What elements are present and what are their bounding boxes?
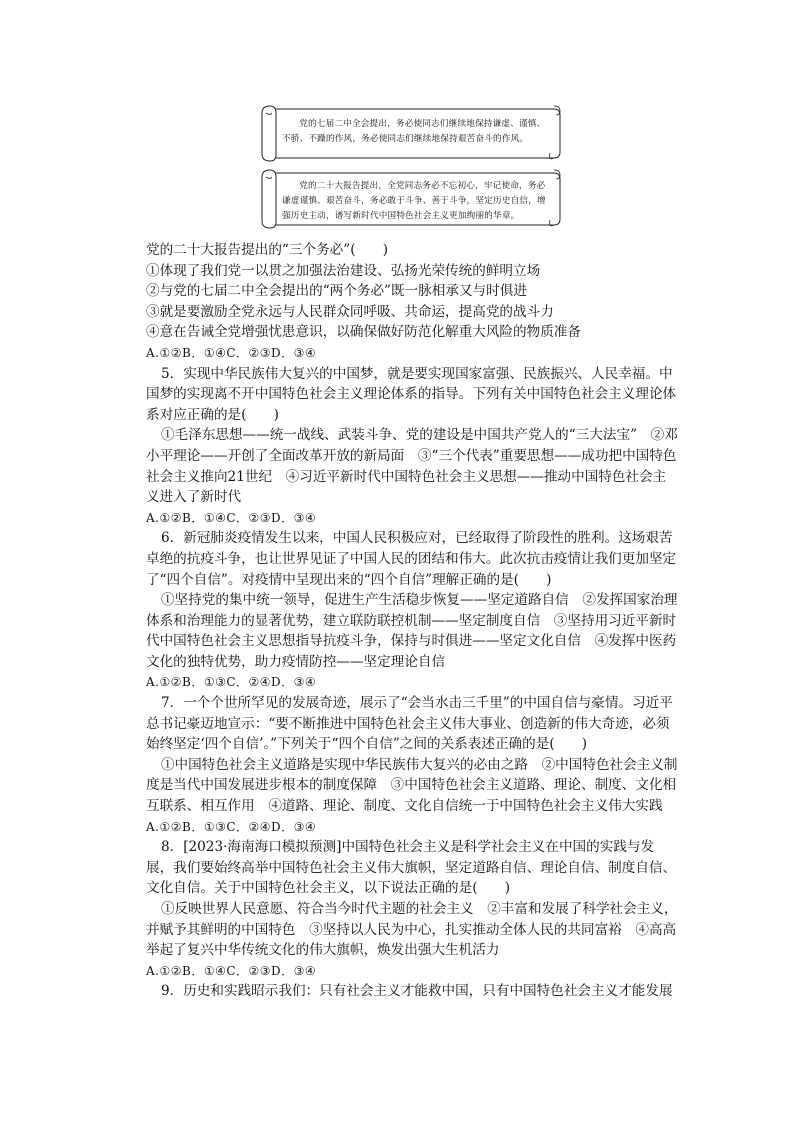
question-items: ①坚持党的集中统一领导，促进生产生活稳步恢复——坚定道路自信 ②发挥国家治理体系和治理能力的显著优势，建立联防联控机制——坚定制度自信 ③坚持用习近平新时代中国特色社会主义思想指导抗疫斗争，保持与时俱进——坚定文化自信 ④发挥中医药文化的独特优势，助力疫情防控——坚定理论自信 <box>146 592 678 670</box>
question-7 <box>146 693 678 837</box>
scroll-banner-1 <box>258 103 564 164</box>
question-items: ①反映世界人民意愿、符合当今时代主题的社会主义 ②丰富和发展了科学社会主义，并赋予其鲜明的中国特色 ③坚持以人民为中心，扎实推动全体人民的共同富裕 ④高高举起了复兴中华传统文化的伟大旗帜，焕发出强大生机活力 <box>146 901 678 959</box>
answer-options: A.①②B．①③C．②④D．③④ <box>146 819 317 834</box>
answer-options: A.①②B．①④C．②③D．③④ <box>146 345 317 360</box>
question-stem: 9．历史和实践昭示我们：只有社会主义才能救中国，只有中国特色社会主义才能发展 <box>160 983 673 1000</box>
question-item: ③就是要激励全党永远与人民群众同呼吸、共命运，提高党的战斗力 <box>146 303 554 320</box>
question-stem: 7．一个个世所罕见的发展奇迹，展示了“会当水击三千里”的中国自信与豪情。习近平总书记豪迈地宣示：“要不断推进中国特色社会主义伟大事业、创造新的伟大奇迹，必须始终坚定‘四个自信’。”下列关于“四个自信”之间的关系表述正确的是( ) <box>146 695 673 753</box>
answer-options: A.①②B．①③C．②④D．③④ <box>146 675 317 690</box>
question-stem: 党的二十大报告提出的“三个务必”( ) <box>146 242 389 258</box>
question-stem: 6．新冠肺炎疫情发生以来，中国人民积极应对，已经取得了阶段性的胜利。这场艰苦卓绝的抗疫斗争，也让世界见证了中国人民的团结和伟大。此次抗击疫情让我们更加坚定了“四个自信”。对疫情中呈现出来的“四个自信”理解正确的是( ) <box>146 530 677 588</box>
question-items: ①毛泽东思想——统一战线、武装斗争、党的建设是中国共产党人的“三大法宝” ②邓小平理论——开创了全面改革开放的新局面 ③“三个代表”重要思想——成功把中国特色社会主义推向21世纪 ④习近平新时代中国特色社会主义思想——推动中国特色社会主义进入了新时代 <box>146 427 678 506</box>
answer-options: A.①②B．①④C．②③D．③④ <box>146 510 317 525</box>
question-items: ①中国特色社会主义道路是实现中华民族伟大复兴的必由之路 ②中国特色社会主义制度是当代中国发展进步根本的制度保障 ③中国特色社会主义道路、理论、制度、文化相互联系、相互作用 ④道路、理论、制度、文化自信统一于中国特色社会主义伟大实践 <box>146 756 678 815</box>
question-4 <box>146 240 678 364</box>
question-8 <box>146 837 678 981</box>
question-item: ①体现了我们党一以贯之加强法治建设、弘扬光荣传统的鲜明立场 <box>146 262 541 279</box>
question-6 <box>146 528 678 693</box>
question-stem: 8．[2023·海南海口模拟预测]中国特色社会主义是科学社会主义在中国的实践与发展，我们要始终高举中国特色社会主义伟大旗帜，坚定道路自信、理论自信、制度自信、文化自信。关于中国特色社会主义，以下说法正确的是( ) <box>146 839 677 897</box>
question-list <box>146 240 678 1002</box>
scroll-banner-2 <box>258 167 564 231</box>
question-5 <box>146 364 678 529</box>
answer-options: A.①②B．①④C．②③D．③④ <box>146 963 317 978</box>
scroll-1-text: 党的七届二中全会提出，务必使同志们继续地保持谦虚、谨慎、不骄、不躁的作风，务必使同志们继续地保持艰苦奋斗的作风。 <box>282 119 546 144</box>
question-9 <box>146 981 678 1002</box>
question-item: ②与党的七届二中全会提出的“两个务必”既一脉相承又与时俱进 <box>146 283 527 300</box>
scroll-2-text: 党的二十大报告提出，全党同志务必不忘初心，牢记使命，务必谦虚谨慎、艰苦奋斗，务必敢于斗争、善于斗争，坚定历史自信，增强历史主动，谱写新时代中国特色社会主义更加绚丽的华章。 <box>282 181 546 221</box>
question-item: ④意在告诫全党增强忧患意识，以确保做好防范化解重大风险的物质准备 <box>146 324 581 341</box>
question-stem: 5．实现中华民族伟大复兴的中国梦，就是要实现国家富强、民族振兴、人民幸福。中国梦的实现离不开中国特色社会主义理论体系的指导。下列有关中国特色社会主义理论体系对应正确的是( ) <box>146 365 677 423</box>
